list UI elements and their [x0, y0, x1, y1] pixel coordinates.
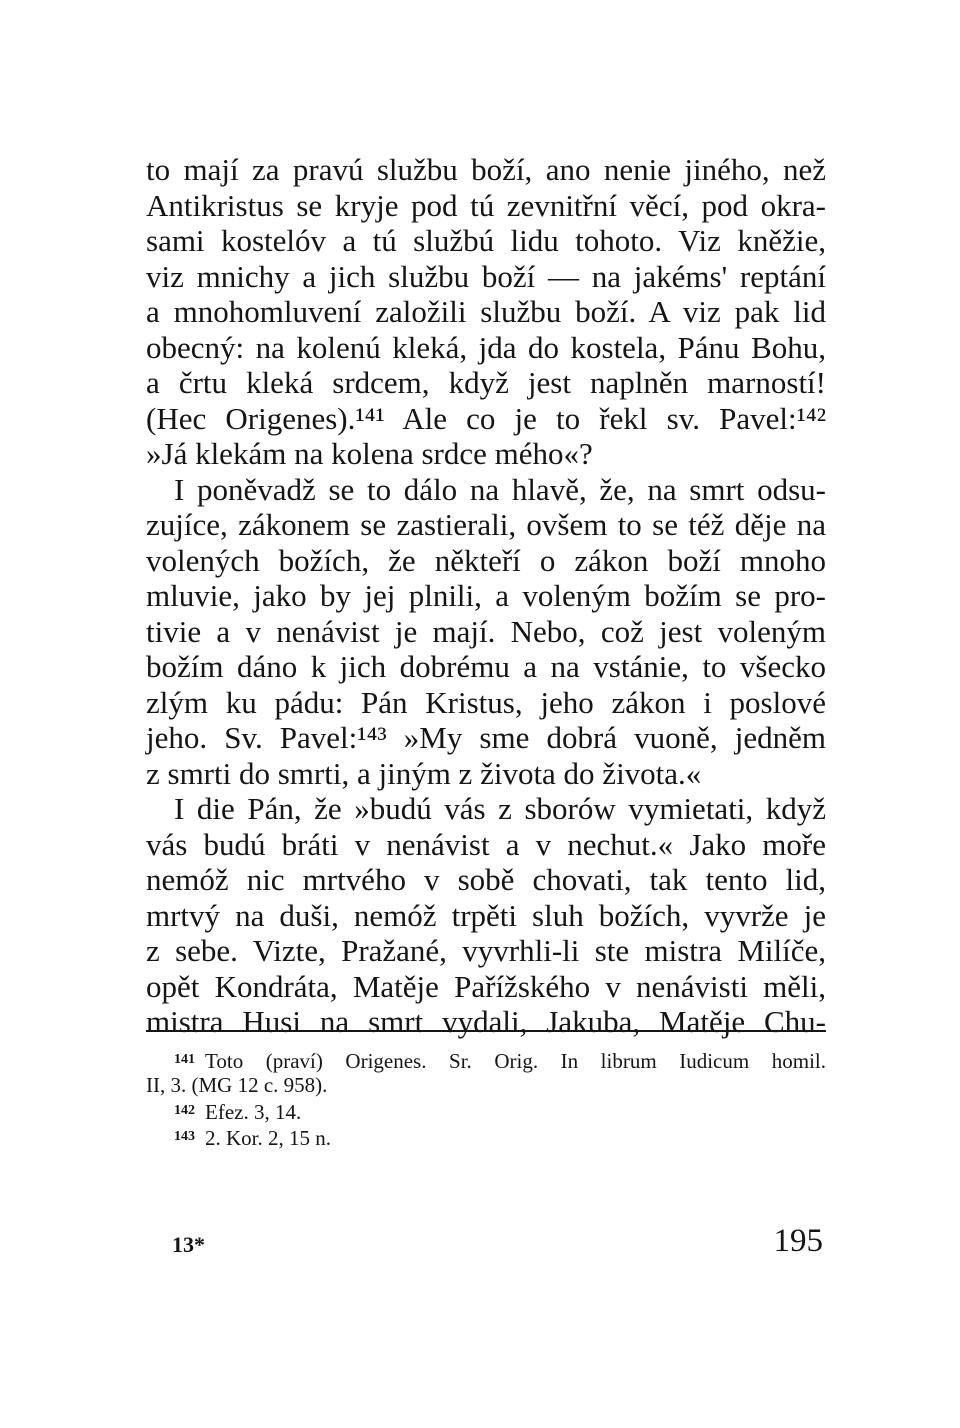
- text-line: (Hec Origenes).¹⁴¹ Ale co je to řekl sv. Pavel:¹⁴²: [146, 400, 826, 436]
- text-line: tivie a v nenávist je mají. Nebo, což jest voleným: [146, 613, 826, 649]
- text-line: viz mnichy a jich službu boží — na jakéms' reptání: [146, 258, 826, 294]
- footnote-143: [146, 1124, 826, 1150]
- footnote-141-continued: II, 3. (MG 12 c. 958).: [146, 1072, 328, 1097]
- text-line: mistra Husi na smrt vydali, Jakuba, Matěje Chu-: [146, 1004, 826, 1039]
- footnotes: [146, 1047, 826, 1149]
- text-line: Antikristus se kryje pod tú zevnitřní věcí, pod okra-: [146, 187, 826, 223]
- footnote-142: [146, 1098, 826, 1124]
- footnote-number: 142: [174, 1103, 195, 1118]
- footnote-text: 2. Kor. 2, 15 n.: [205, 1125, 331, 1150]
- footnote-number: 143: [174, 1128, 195, 1144]
- body-text: [146, 152, 826, 1040]
- paragraph-start: I die Pán, že »budú vás z sborów vymietati, když: [174, 791, 826, 826]
- text-line: z smrti do smrti, a jiným z života do života.«: [146, 755, 702, 791]
- text-line: volených božích, že někteří o zákon boží mnoho: [146, 542, 826, 578]
- text-line: z sebe. Vizte, Pražané, vyvrhli-li ste mistra Milíče,: [146, 933, 826, 968]
- printer-signature: 13*: [172, 1232, 205, 1257]
- paragraph-start: I poněvadž se to dálo na hlavě, že, na smrt odsu-: [174, 471, 826, 507]
- text-line: to mají za pravú službu boží, ano nenie jiného, než: [146, 152, 826, 187]
- text-line: vás budú bráti v nenávist a v nechut.« Jako moře: [146, 826, 826, 862]
- text-line: obecný: na kolenú kleká, jda do kostela, Pánu Bohu,: [146, 329, 826, 365]
- footnote-text: Toto (praví) Origenes. Sr. Orig. In librum Iudicum homil.: [205, 1049, 826, 1073]
- text-line: a črtu kleká srdcem, když jest naplněn marností!: [146, 365, 826, 400]
- text-line: sami kostelóv a tú službú lidu tohoto. Viz kněžie,: [146, 223, 826, 258]
- text-line: jeho. Sv. Pavel:¹⁴³ »My sme dobrá vuoně, jedněm: [146, 720, 826, 755]
- text-line: božím dáno k jich dobrému a na vstánie, to všecko: [146, 649, 826, 684]
- footnote-divider: [146, 1030, 826, 1032]
- text-line: mluvie, jako by jej plnili, a voleným božím se pro-: [146, 578, 826, 613]
- text-line: a mnohomluvení založili službu boží. A viz pak lid: [146, 294, 826, 329]
- footnote-text: Efez. 3, 14.: [205, 1100, 302, 1124]
- text-line: zlým ku pádu: Pán Kristus, jeho zákon i poslové: [146, 684, 826, 720]
- footnote-141: [146, 1047, 826, 1073]
- text-line: opět Kondráta, Matěje Pařížského v nenávisti měli,: [146, 968, 826, 1004]
- text-line: mrtvý na duši, nemóž trpěti sluh božích, vyvrže je: [146, 897, 826, 933]
- footnote-number: 141: [174, 1052, 195, 1067]
- text-line: »Já klekám na kolena srdce mého«?: [146, 436, 593, 471]
- text-line: nemóž nic mrtvého v sobě chovati, tak tento lid,: [146, 862, 826, 897]
- page-number: 195: [773, 1223, 823, 1259]
- text-line: zujíce, zákonem se zastierali, ovšem to se též děje na: [146, 507, 826, 542]
